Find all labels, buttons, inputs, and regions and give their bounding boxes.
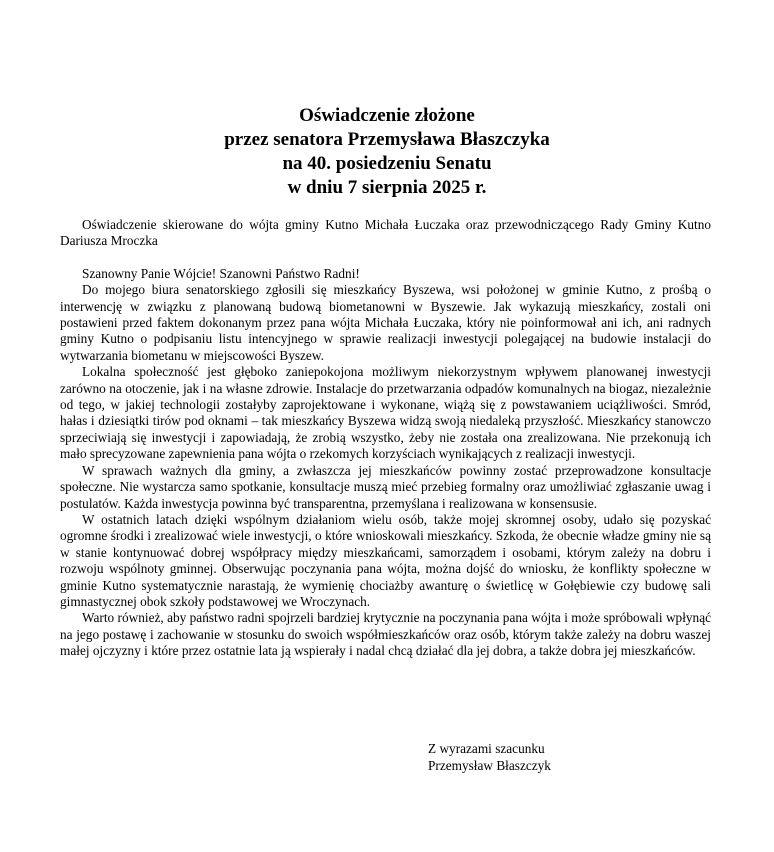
body-paragraph: W ostatnich latach dzięki wspólnym działaniom wielu osób, także mojej skromnej osoby, udało się pozyskać ogromne środki i zrealizować wiele inwestycji, o które wnioskowali mieszkańcy. Szkoda, że obecnie władze gminy nie są w stanie kontynuować dobrej współpracy między mieszkańcami, samorządem i osobami, którym zależy na dobru i rozwoju wspólnoty gminnej. Obserwując poczynania pana wójta, można dojść do wniosku, że konflikty społeczne w gminie Kutno systematycznie narastają, że wymienię chociażby awanturę o świetlicę w Gołębiewie czy budowę sali gimnastycznej obok szkoły podstawowej we Wroczynach. xyxy=(60,511,711,609)
body-paragraph: Do mojego biura senatorskiego zgłosili się mieszkańcy Byszewa, wsi położonej w gminie Kutno, z prośbą o interwencję w związku z planowaną budową biometanowni w Byszewie. Jak wykazują mieszkańcy, zostali oni postawieni przed faktem dokonanym przez pana wójta Michała Łuczaka, który nie poinformował ani ich, ani radnych gminy Kutno o podpisaniu listu intencyjnego w sprawie realizacji inwestycji polegającej na budowie instalacji do wytwarzania biometanu w miejscowości Byszew. xyxy=(60,282,711,363)
document-body xyxy=(60,217,711,660)
body-paragraph: Warto również, aby państwo radni spojrzeli bardziej krytycznie na poczynania pana wójta i może spróbowali wpłynąć na jego postawę i zachowanie w stosunku do swoich współmieszkańców oraz osób, którym także zależy na dobru waszej małej ojczyzny i które przez ostatnie lata ją wspierały i nadal chcą działać dla jej dobra, a także dobra jej mieszkańców. xyxy=(60,610,711,659)
addressee-paragraph: Oświadczenie skierowane do wójta gminy Kutno Michała Łuczaka oraz przewodniczącego Rady Gminy Kutno Dariusza Mroczka xyxy=(60,217,711,249)
signature-name: Przemysław Błaszczyk xyxy=(428,758,551,773)
title-line: w dniu 7 sierpnia 2025 r. xyxy=(287,177,487,198)
title-line: przez senatora Przemysława Błaszczyka xyxy=(224,129,550,150)
body-paragraph: W sprawach ważnych dla gminy, a zwłaszcza jej mieszkańców powinny zostać przeprowadzone konsultacje społeczne. Nie wystarcza samo spotkanie, konsultacje muszą mieć przebieg formalny oraz umożliwiać zgłaszanie uwag i postulatów. Każda inwestycja powinna być transparentna, przemyślana i realizowana w konsensusie. xyxy=(60,462,711,511)
greeting: Szanowny Panie Wójcie! Szanowni Państwo Radni! xyxy=(82,265,360,281)
signature-block xyxy=(428,740,551,774)
title-line: Oświadczenie złożone xyxy=(299,105,475,126)
document-title xyxy=(0,104,774,200)
signature-closing: Z wyrazami szacunku xyxy=(428,741,545,756)
title-line: na 40. posiedzeniu Senatu xyxy=(282,153,492,174)
body-paragraph: Lokalna społeczność jest głęboko zaniepokojona możliwym niekorzystnym wpływem planowanej inwestycji zarówno na otoczenie, jak i na własne zdrowie. Instalacje do przetwarzania odpadów komunalnych na biogaz, niezależnie od tego, w jakiej technologii zostałyby zaprojektowane i wykonane, wiążą się z powstawaniem uciążliwości. Smród, hałas i dziesiątki tirów pod oknami – tak mieszkańcy Byszewa widzą swoją niedaleką przyszłość. Mieszkańcy stanowczo sprzeciwiają się inwestycji i zapowiadają, że zrobią wszystko, żeby nie została ona zrealizowana. Nie przekonują ich mało sprecyzowane zapewnienia pana wójta o rzekomych korzyściach wynikających z realizacji inwestycji. xyxy=(60,364,711,462)
